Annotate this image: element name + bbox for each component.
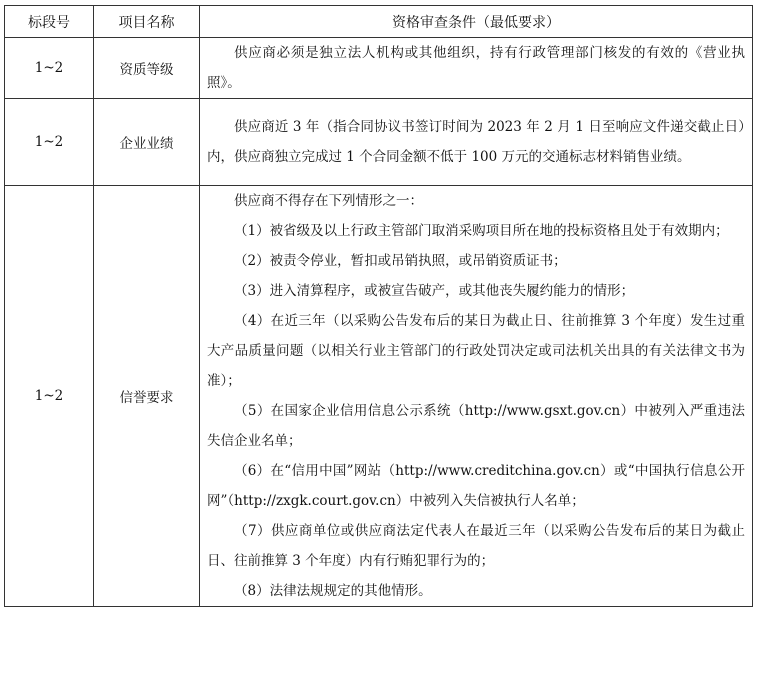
header-row: [5, 6, 753, 38]
item-name-cell: 企业业绩: [94, 99, 200, 186]
lot-cell: 1~2: [5, 99, 94, 186]
condition-paragraph: 供应商近 3 年（指合同协议书签订时间为 2023 年 2 月 1 日至响应文件递交截止日）内，供应商独立完成过 1 个合同金额不低于 100 万元的交通标志材料销售业绩。: [207, 119, 745, 165]
conditions-cell: [200, 99, 753, 186]
conditions-cell: [200, 186, 753, 607]
condition-item: （5）在国家企业信用信息公示系统（http://www.gsxt.gov.cn）中被列入严重违法失信企业名单；: [207, 403, 745, 449]
header-lot: 标段号: [5, 6, 94, 38]
item-name-cell: 信誉要求: [94, 186, 200, 607]
conditions-cell: [200, 38, 753, 99]
header-item: 项目名称: [94, 6, 200, 38]
condition-item: （7）供应商单位或供应商法定代表人在最近三年（以采购公告发布后的某日为截止日、往前推算 3 个年度）内有行贿犯罪行为的；: [207, 523, 745, 569]
condition-item: （8）法律法规规定的其他情形。: [234, 583, 432, 599]
condition-paragraph: 供应商必须是独立法人机构或其他组织，持有行政管理部门核发的有效的《营业执照》。: [207, 45, 745, 91]
condition-item: （4）在近三年（以采购公告发布后的某日为截止日、往前推算 3 个年度）发生过重大产品质量问题（以相关行业主管部门的行政处罚决定或司法机关出具的有关法律文书为准）；: [207, 313, 745, 389]
table-row: [5, 38, 753, 99]
table-row: [5, 186, 753, 607]
condition-item: （3）进入清算程序，或被宣告破产，或其他丧失履约能力的情形；: [234, 283, 635, 299]
lot-cell: 1~2: [5, 38, 94, 99]
header-conditions: 资格审查条件（最低要求）: [200, 6, 753, 38]
lot-cell: 1~2: [5, 186, 94, 607]
table-row: [5, 99, 753, 186]
condition-item: （1）被省级及以上行政主管部门取消采购项目所在地的投标资格且处于有效期内；: [234, 223, 729, 239]
condition-item: （6）在“信用中国”网站（http://www.creditchina.gov.cn）或“中国执行信息公开网”（http://zxgk.court.gov.cn）中被列入失信被执行人名单；: [207, 463, 745, 509]
condition-intro: 供应商不得存在下列情形之一：: [234, 193, 423, 209]
item-name-cell: 资质等级: [94, 38, 200, 99]
qualification-table: [4, 5, 753, 607]
condition-item: （2）被责令停业，暂扣或吊销执照，或吊销资质证书；: [234, 253, 567, 269]
